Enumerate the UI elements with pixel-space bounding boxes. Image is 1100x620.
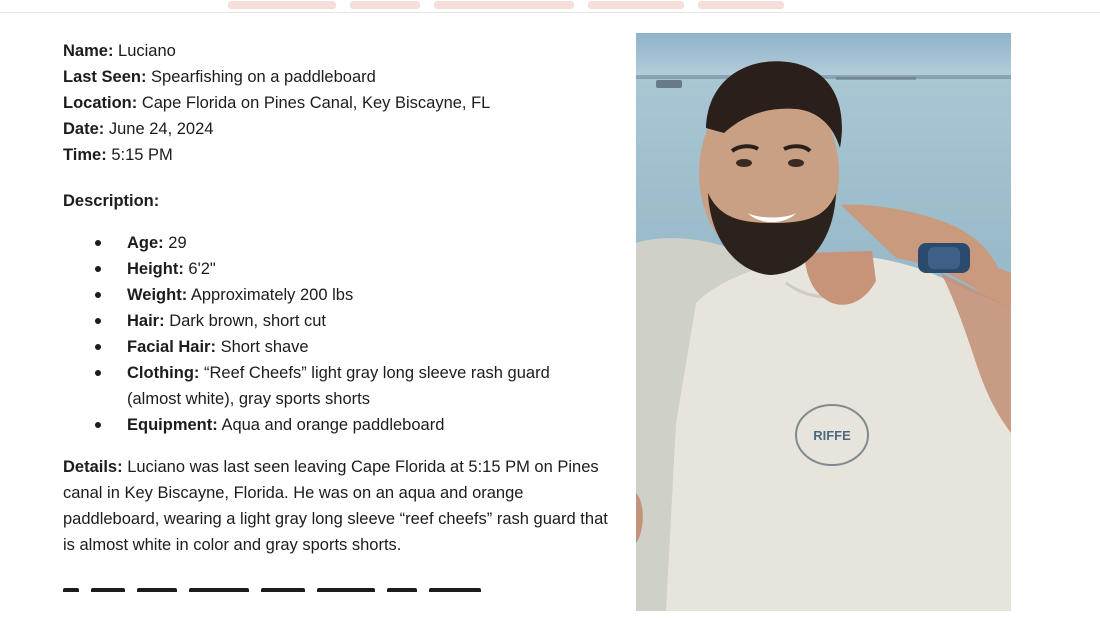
location-row	[63, 90, 623, 116]
cropped-title-fragment	[228, 0, 828, 10]
list-item	[95, 360, 577, 412]
facial-hair-label: Facial Hair:	[127, 338, 216, 356]
name-label: Name:	[63, 42, 114, 60]
weight-label: Weight:	[127, 286, 188, 304]
last-seen-value: Spearfishing on a paddleboard	[151, 68, 376, 86]
details-label: Details:	[63, 458, 123, 476]
missing-person-photo	[636, 33, 1011, 611]
clothing-value: “Reef Cheefs” light gray long sleeve rash guard (almost white), gray sports shorts	[127, 364, 550, 408]
name-row	[63, 38, 623, 64]
last-seen-row	[63, 64, 623, 90]
age-label: Age:	[127, 234, 164, 252]
list-item	[95, 256, 623, 282]
facial-hair-value: Short shave	[220, 338, 309, 356]
list-item	[95, 282, 623, 308]
cropped-text-fragment	[63, 578, 623, 592]
details-value: Luciano was last seen leaving Cape Florida at 5:15 PM on Pines canal in Key Biscayne, Florida. He was on an aqua and orange paddleboard, wearing a light gray long sleeve “reef cheefs” rash guard that is almost white in color and gray sports shorts.	[63, 458, 608, 554]
shirt-logo-text: RIFFE	[813, 428, 851, 443]
info-column	[63, 38, 623, 592]
hair-value: Dark brown, short cut	[169, 312, 326, 330]
location-label: Location:	[63, 94, 138, 112]
last-seen-label: Last Seen:	[63, 68, 147, 86]
age-value: 29	[168, 234, 187, 252]
weight-value: Approximately 200 lbs	[190, 286, 354, 304]
details-paragraph	[63, 454, 623, 558]
time-value: 5:15 PM	[111, 146, 173, 164]
list-item	[95, 334, 623, 360]
name-value: Luciano	[118, 42, 176, 60]
time-label: Time:	[63, 146, 107, 164]
description-heading: Description:	[63, 192, 160, 210]
height-label: Height:	[127, 260, 184, 278]
list-item	[95, 230, 623, 256]
date-value: June 24, 2024	[108, 120, 214, 138]
date-row	[63, 116, 623, 142]
time-row	[63, 142, 623, 168]
location-value: Cape Florida on Pines Canal, Key Biscayne, FL	[141, 94, 491, 112]
equipment-label: Equipment:	[127, 416, 218, 434]
height-value: 6'2"	[188, 260, 216, 278]
list-item	[95, 308, 623, 334]
clothing-label: Clothing:	[127, 364, 200, 382]
date-label: Date:	[63, 120, 105, 138]
equipment-value: Aqua and orange paddleboard	[221, 416, 445, 434]
description-list	[63, 230, 623, 438]
list-item	[95, 412, 623, 438]
hair-label: Hair:	[127, 312, 165, 330]
